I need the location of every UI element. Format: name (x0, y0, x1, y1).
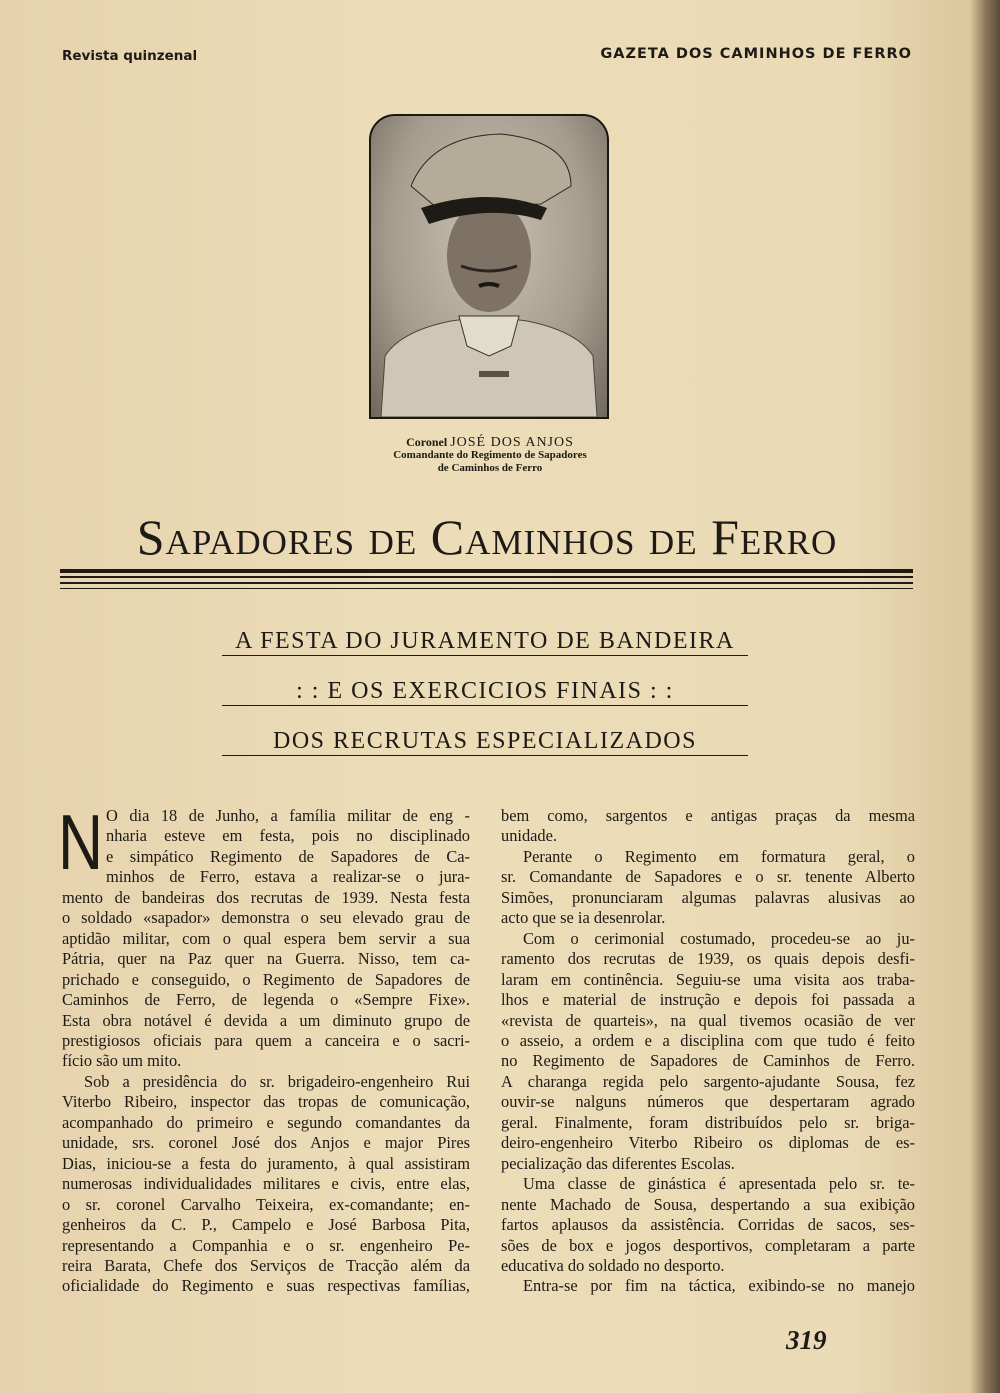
title-rule (60, 569, 913, 589)
text-line: aptidão militar, com o qual espera bem servir a sua (62, 928, 470, 948)
text-line: Simões, pronunciaram algumas palavras alusivas ao (501, 887, 915, 907)
caption-line: Comandante do Regimento de Sapadores (393, 449, 587, 461)
text-line: Entra-se por fim na táctica, exibindo-se no manejo (523, 1276, 915, 1296)
text-line: e simpático Regimento de Sapadores de Ca- (106, 846, 470, 866)
text-line: Uma classe de ginástica é apresentada pelo sr. te- (523, 1174, 915, 1194)
text-line: O dia 18 de Junho, a família militar de eng - (106, 806, 470, 825)
text-line: fartos aplausos da assistência. Corridas de sacos, ses- (501, 1215, 915, 1235)
text-line: deiro-engenheiro Viterbo Ribeiro os diplomas de es- (501, 1133, 915, 1153)
text-line: reira Barata, Chefe dos Serviços de Tracção além da (62, 1255, 470, 1275)
text-line: ouvir-se nalguns números que despertaram agrado (501, 1092, 915, 1112)
text-line: laram em continência. Seguiu-se uma visita aos traba- (501, 969, 915, 989)
text-line: «revista de quarteis», na qual tivemos ocasião de ver (501, 1010, 915, 1030)
text-line: nente Machado de Sousa, despertando a sua exibição (501, 1194, 915, 1214)
text-line: prichado e conseguido, o Regimento de Sapadores de (62, 969, 470, 989)
text-line: bem como, sargentos e antigas praças da mesma (501, 806, 915, 825)
text-line: sões de box e jogos desportivos, completaram a parte (501, 1235, 915, 1255)
drop-cap: N (58, 798, 104, 886)
text-line: unidade. (501, 826, 557, 846)
running-header-left: Revista quinzenal (62, 48, 198, 64)
portrait-photo (369, 114, 609, 419)
text-line: geral. Finalmente, foram distribuídos pelo sr. briga- (501, 1112, 915, 1132)
text-line: genheiros da C. P., Campelo e José Barbosa Pita, (62, 1215, 470, 1235)
caption-line: de Caminhos de Ferro (437, 462, 543, 474)
caption-rank: Coronel (406, 435, 448, 449)
text-line: Perante o Regimento em formatura geral, o (523, 846, 915, 866)
text-line: nharia esteve em festa, pois no disciplinado (106, 826, 470, 846)
article-title: Sapadores de Caminhos de Ferro (136, 509, 838, 565)
text-line: educativa do soldado no desporto. (501, 1255, 725, 1275)
subtitle: : : E OS EXERCICIOS FINAIS : : (222, 677, 748, 706)
text-line: A charanga regida pelo sargento-ajudante Sousa, fez (501, 1071, 915, 1091)
text-line: fício são um mito. (62, 1051, 182, 1071)
text-line: acompanhado do primeiro e segundo comandantes da (62, 1112, 470, 1132)
text-line: pecialização das diferentes Escolas. (501, 1153, 735, 1173)
text-line: minhos de Ferro, estava a realizar-se o jura- (106, 867, 470, 887)
text-line: no Regimento de Sapadores de Caminhos de Ferro. (501, 1051, 915, 1071)
text-line: o sr. coronel Carvalho Teixeira, ex-comandante; en- (62, 1194, 470, 1214)
text-line: representando a Companhia e o sr. engenheiro Pe- (62, 1235, 470, 1255)
text-line: unidade, srs. coronel José dos Anjos e major Pires (62, 1133, 470, 1153)
text-line: Esta obra notável é devida a um diminuto grupo de (62, 1010, 470, 1030)
text-line: mento de bandeiras dos recrutas de 1939. Nesta festa (62, 887, 470, 907)
subtitle: A FESTA DO JURAMENTO DE BANDEIRA (222, 627, 748, 656)
text-line: acto que se ia desenrolar. (501, 908, 666, 928)
page-number: 319 (786, 1325, 827, 1355)
text-line: sr. Comandante de Sapadores e o sr. tenente Alberto (501, 867, 915, 887)
right-column (501, 806, 915, 1297)
text-line: o asseio, a ordem e a disciplina com que tudo é feito (501, 1030, 915, 1050)
text-line: prestigiosos oficiais para quem a canceira e o sacri- (62, 1030, 470, 1050)
text-line: lhos e material de instrução e depois foi passada a (501, 990, 915, 1010)
text-line: Caminhos de Ferro, de legenda o «Sempre Fixe». (62, 990, 470, 1010)
text-line: Com o cerimonial costumado, procedeu-se ao ju- (523, 928, 915, 948)
text-line: o soldado «sapador» demonstra o seu elevado grau de (62, 908, 470, 928)
running-header-right: GAZETA DOS CAMINHOS DE FERRO (600, 46, 912, 62)
text-line: Sob a presidência do sr. brigadeiro-engenheiro Rui (84, 1071, 470, 1091)
text-line: oficialidade do Regimento e suas respectivas famílias, (62, 1276, 470, 1296)
left-column (62, 806, 470, 1297)
text-line: ramento dos recrutas de 1939, os quais depois desfi- (501, 949, 915, 969)
photo-caption (340, 436, 640, 475)
text-line: numerosas individualidades militares e civis, entre elas, (62, 1174, 470, 1194)
officer-portrait-image (371, 116, 607, 417)
subtitle: DOS RECRUTAS ESPECIALIZADOS (222, 727, 748, 756)
text-line: Pátria, quer na Paz quer na Guerra. Nisso, tem ca- (62, 949, 470, 969)
text-line: Dias, iniciou-se a festa do juramento, à qual assistiram (62, 1153, 470, 1173)
caption-name: JOSÉ DOS ANJOS (450, 435, 574, 450)
text-line: Viterbo Ribeiro, inspector das tropas de comunicação, (62, 1092, 470, 1112)
